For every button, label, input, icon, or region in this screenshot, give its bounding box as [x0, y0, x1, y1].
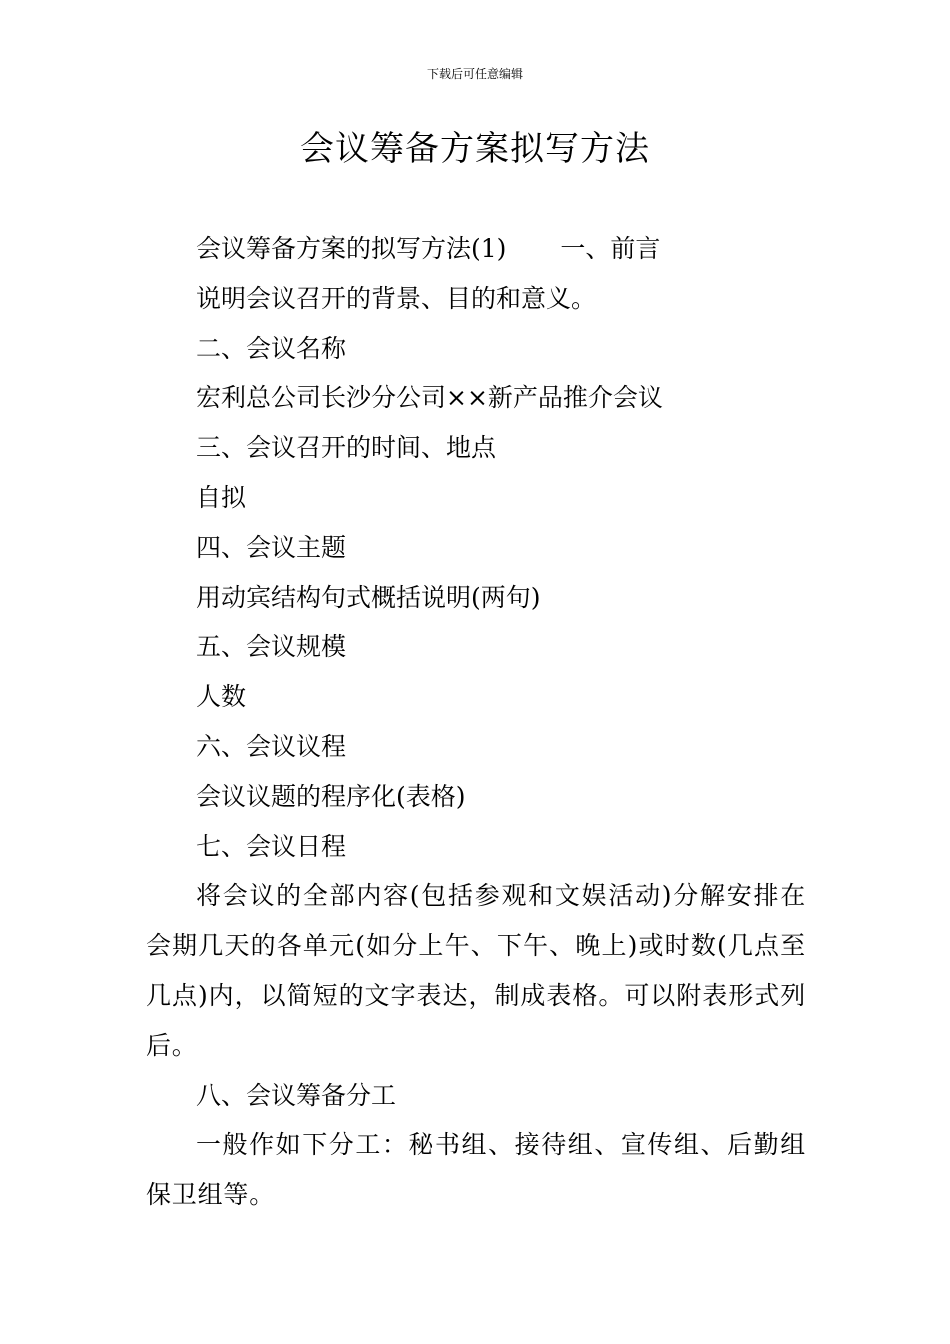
- section-heading-theme: 四、会议主题: [196, 532, 347, 562]
- document-title: 会议筹备方案拟写方法: [300, 129, 650, 169]
- section-heading-division: 八、会议筹备分工: [196, 1080, 397, 1110]
- page-header-note: 下载后可任意编辑: [426, 67, 523, 81]
- section-heading-agenda: 六、会议议程: [196, 731, 347, 761]
- section-heading-preface: 一、前言: [560, 234, 661, 263]
- section-heading-time-place: 三、会议召开的时间、地点: [196, 433, 497, 463]
- body-line-4: 宏利总公司长沙分公司××新产品推介会议: [196, 383, 663, 413]
- paragraph-schedule: 将会议的全部内容(包括参观和文娱活动)分解安排在会期几天的各单元(如分上午、下午、晚上)或时数(几点至几点)内，以简短的文字表达，制成表格。可以附表形式列后。: [146, 881, 806, 1060]
- paragraph-division: 一般作如下分工：秘书组、接待组、宣传组、后勤组保卫组等。: [146, 1130, 806, 1210]
- section-heading-scale: 五、会议规模: [196, 632, 347, 662]
- body-line-10: 人数: [196, 682, 247, 712]
- body-line-12: 会议议题的程序化(表格): [196, 781, 466, 811]
- body-line-8: 用动宾结构句式概括说明(两句): [196, 582, 541, 612]
- body-line-6: 自拟: [196, 482, 247, 512]
- body-line-1: [146, 224, 806, 274]
- section-heading-schedule: 七、会议日程: [196, 831, 347, 861]
- section-source-label: 会议筹备方案的拟写方法(1): [196, 234, 507, 263]
- document-body: [146, 224, 806, 1220]
- section-heading-name: 二、会议名称: [196, 333, 347, 363]
- body-line-2: 说明会议召开的背景、目的和意义。: [196, 283, 597, 313]
